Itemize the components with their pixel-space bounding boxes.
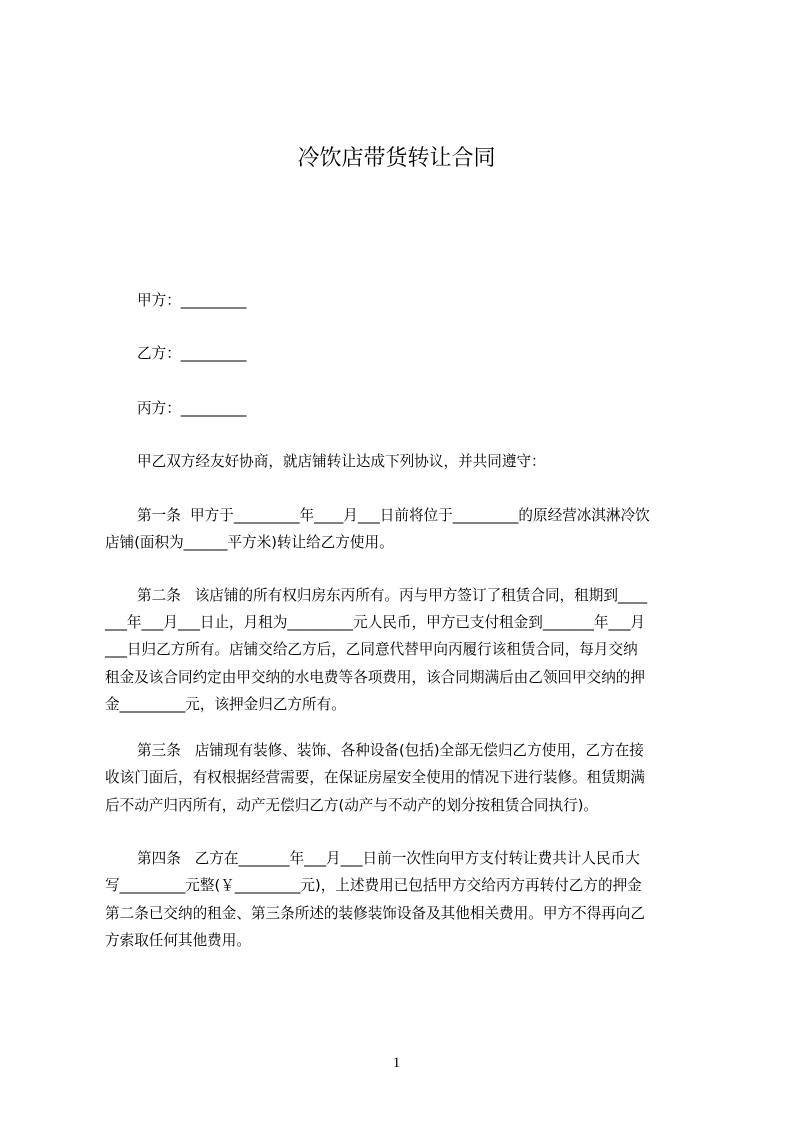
article-line: 方索取任何其他费用。 <box>105 932 251 949</box>
intro-paragraph: 甲乙双方经友好协商，就店铺转让达成下列协议，并共同遵守： <box>137 453 546 470</box>
article-line: 写_________元整(￥_________元)，上述费用已包括甲方交给丙方再转付乙方的押金 <box>105 877 642 894</box>
article-line: 第四条 乙方在_______年___月___日前一次性向甲方支付转让费共计人民币大 <box>137 850 640 867</box>
article-line: 第三条 店铺现有装修、装饰、各种设备(包括)全部无偿归乙方使用，乙方在接 <box>137 742 644 759</box>
article-line: 第二条 该店铺的所有权归房东丙所有。丙与甲方签订了租赁合同，租期到____ <box>137 587 648 604</box>
article-line: 店铺(面积为______平方米)转让给乙方使用。 <box>105 534 394 551</box>
article-line: 第二条已交纳的租金、第三条所述的装修装饰设备及其他相关费用。甲方不得再向乙 <box>105 905 645 922</box>
article-line: ___年___月___日止，月租为_________元人民币，甲方已支付租金到_______年___月 <box>105 614 645 631</box>
party-a-line: 甲方：_________ <box>137 292 247 309</box>
page-number: 1 <box>392 1055 401 1071</box>
article-line: 收该门面后，有权根据经营需要，在保证房屋安全使用的情况下进行装修。租赁期满 <box>105 769 645 786</box>
article-line: 金_________元，该押金归乙方所有。 <box>105 696 346 713</box>
document-title: 冷饮店带货转让合同 <box>297 146 496 171</box>
party-b-line: 乙方：_________ <box>137 345 247 362</box>
article-line: 租金及该合同约定由甲交纳的水电费等各项费用，该合同期满后由乙领回甲交纳的押 <box>105 669 645 686</box>
party-c-line: 丙方：_________ <box>137 400 247 417</box>
article-line: ___日归乙方所有。店铺交给乙方后，乙同意代替甲向丙履行该租赁合同，每月交纳 <box>105 641 638 658</box>
article-line: 后不动产归丙所有，动产无偿归乙方(动产与不动产的划分按租赁合同执行)。 <box>105 797 598 814</box>
article-line: 第一条 甲方于_________年____月___日前将位于_________的原经营冰淇淋冷饮 <box>137 507 650 524</box>
